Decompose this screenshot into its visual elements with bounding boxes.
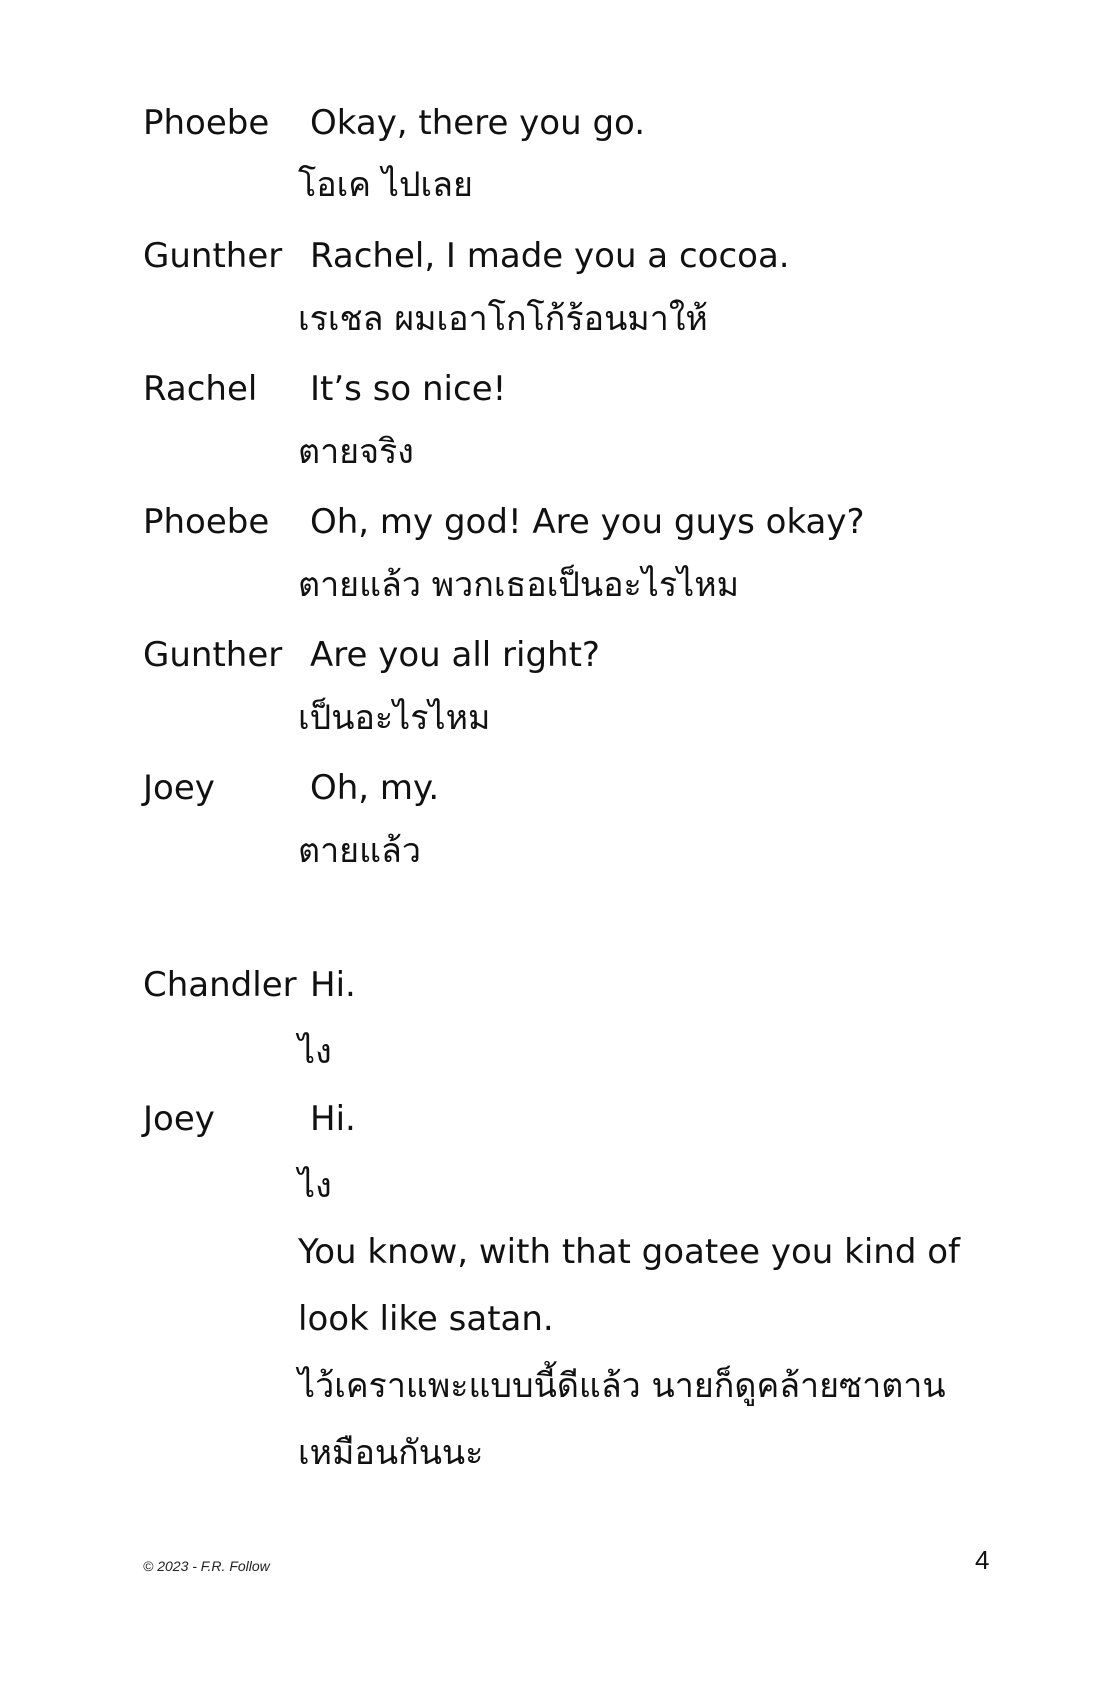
english-line: It’s so nice!: [310, 369, 507, 409]
thai-line: เหมือนกันนะ: [298, 1433, 484, 1473]
speaker-name: Phoebe: [143, 103, 270, 143]
english-line: look like satan.: [298, 1299, 554, 1339]
speaker-name: Chandler: [143, 965, 297, 1005]
english-line: Hi.: [310, 965, 356, 1005]
speaker-name: Joey: [143, 1099, 215, 1139]
english-line: Are you all right?: [310, 635, 600, 675]
english-line: Rachel, I made you a cocoa.: [310, 236, 790, 276]
thai-line: โอเค ไปเลย: [298, 165, 473, 205]
thai-line: ตายแล้ว: [298, 831, 421, 871]
thai-line: ไง: [298, 1166, 332, 1206]
english-line: Oh, my god! Are you guys okay?: [310, 502, 865, 542]
thai-line: ไง: [298, 1032, 332, 1072]
thai-line: เรเชล ผมเอาโกโก้ร้อนมาให้: [298, 299, 708, 339]
speaker-name: Phoebe: [143, 502, 270, 542]
english-line: Okay, there you go.: [310, 103, 646, 143]
english-line: Hi.: [310, 1099, 356, 1139]
thai-line: ตายแล้ว พวกเธอเป็นอะไรไหม: [298, 565, 740, 605]
speaker-name: Gunther: [143, 635, 283, 675]
speaker-name: Joey: [143, 768, 215, 808]
page-number: 4: [975, 1545, 990, 1575]
english-line: You know, with that goatee you kind of: [298, 1232, 960, 1272]
thai-line: ไว้เคราแพะแบบนี้ดีแล้ว นายก็ดูคล้ายซาตาน: [298, 1366, 946, 1406]
english-line: Oh, my.: [310, 768, 440, 808]
thai-line: เป็นอะไรไหม: [298, 698, 491, 738]
speaker-name: Rachel: [143, 369, 258, 409]
speaker-name: Gunther: [143, 236, 283, 276]
copyright-notice: © 2023 - F.R. Follow: [143, 1558, 270, 1574]
thai-line: ตายจริง: [298, 432, 414, 472]
